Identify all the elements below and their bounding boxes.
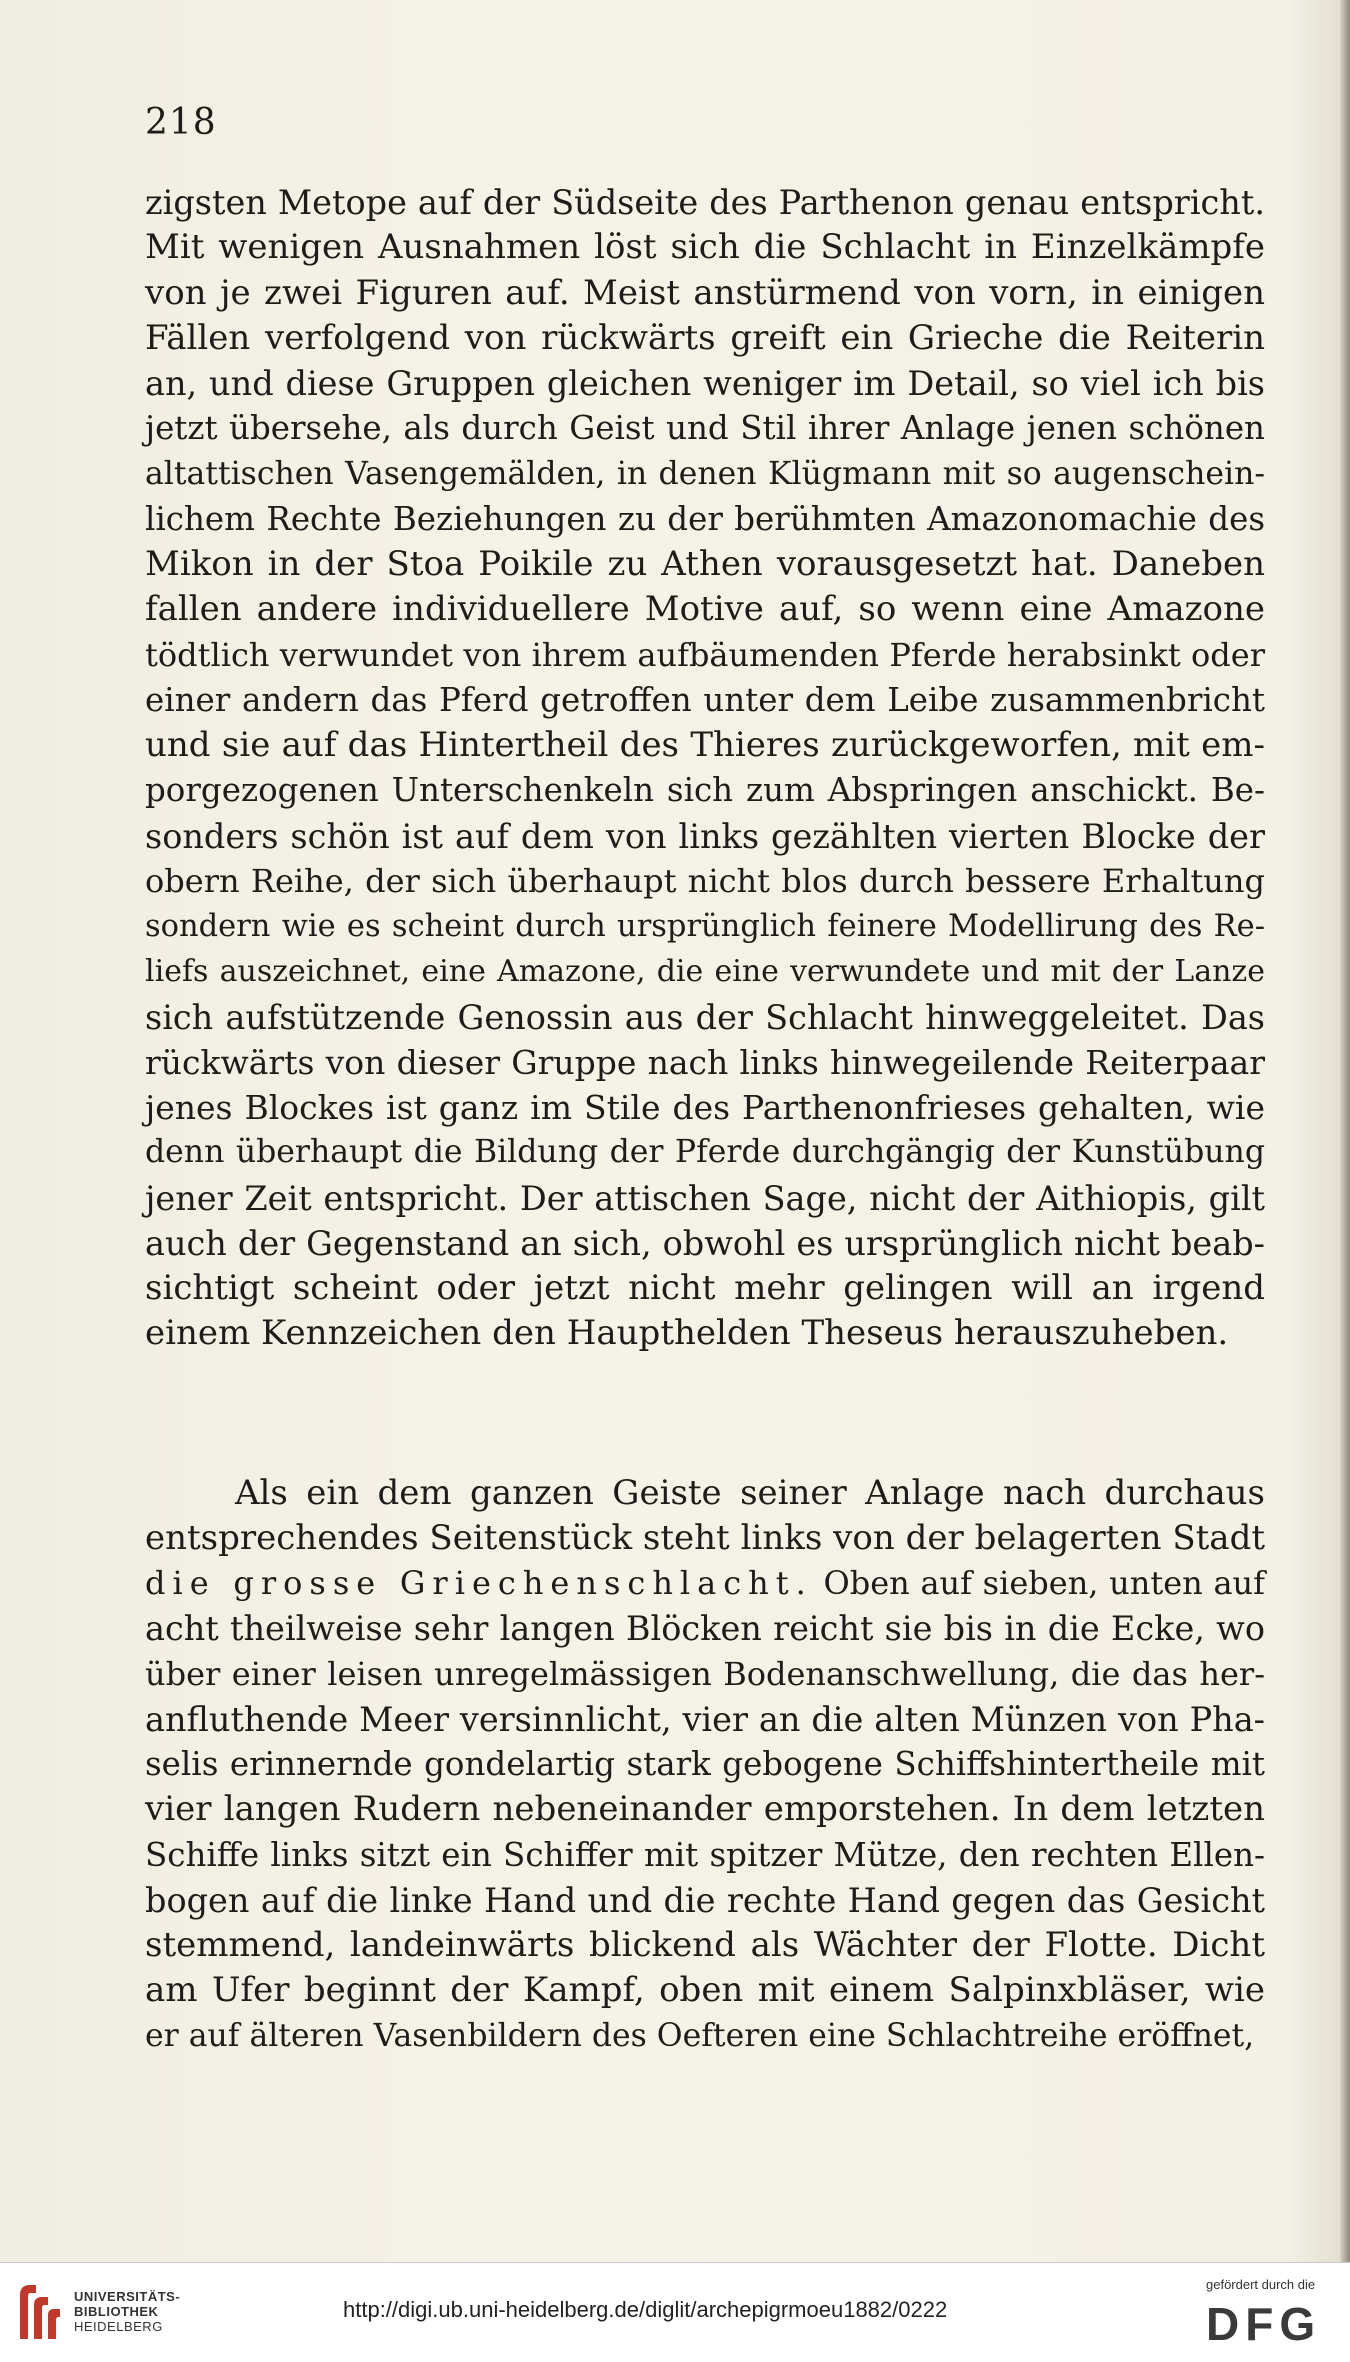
university-logo-icon [14,2281,62,2341]
paragraph-2 [145,1471,1265,2059]
text-line: am Ufer beginnt der Kampf, oben mit einem Salpinxbläser, wie [145,1970,1265,2011]
text-line: entsprechendes Seitenstück steht links von der belagerten Stadt [145,1517,1265,1558]
text-line: vier langen Rudern nebeneinander emporstehen. In dem letzten [145,1789,1265,1830]
text-line: lichem Rechte Beziehungen zu der berühmten Amazonomachie des [145,499,1265,538]
body-text [145,180,1265,2059]
text-line: sichtigt scheint oder jetzt nicht mehr gelingen will an irgend [145,1268,1265,1308]
text-line: an, und diese Gruppen gleichen weniger im Detail, so viel ich bis [145,364,1265,403]
text-line [145,1561,1265,1606]
text-line: und sie auf das Hintertheil des Thieres zurückgeworfen, mit em- [145,725,1265,765]
text-line: Mikon in der Stoa Poikile zu Athen vorausgesetzt hat. Daneben [145,544,1265,584]
dfg-logo: DFG [1206,2298,1322,2350]
text-line: selis erinnernde gondelartig stark gebogene Schiffshintertheile mit [145,1745,1265,1783]
paragraph-1 [145,180,1265,1357]
paragraph-gap [145,1357,1265,1471]
text-line: einer andern das Pferd getroffen unter dem Leibe zusammenbricht [145,680,1265,719]
text-line: Fällen verfolgend von rückwärts greift ein Grieche die Reiterin [145,317,1265,358]
text-line: anfluthende Meer versinnlicht, vier an die alten Münzen von Pha- [145,1699,1265,1739]
text-line: denn überhaupt die Bildung der Pferde durchgängig der Kunstübung [145,1134,1265,1171]
text-line: sich aufstützende Genossin aus der Schlacht hinweggeleitet. Das [145,997,1265,1037]
text-line: auch der Gegenstand an sich, obwohl es ursprünglich nicht beab- [145,1223,1265,1263]
text-line: Schiffe links sitzt ein Schiffer mit spitzer Mütze, den rechten Ellen- [145,1835,1265,1874]
source-url-link[interactable]: http://digi.ub.uni-heidelberg.de/diglit/archepigrmoeu1882/0222 [343,2297,948,2322]
text-line: über einer leisen unregelmässigen Bodenanschwellung, die das her- [145,1654,1265,1693]
text-line: sondern wie es scheint durch ursprünglich feinere Modellirung des Re- [145,909,1265,944]
text-line: einem Kennzeichen den Haupthelden Theseus herauszuheben. [145,1313,1229,1354]
text-line: jener Zeit entspricht. Der attischen Sage, nicht der Aithiopis, gilt [145,1178,1265,1218]
text-line: porgezogenen Unterschenkeln sich zum Abspringen anschickt. Be- [145,771,1265,810]
text-line: tödtlich verwundet von ihrem aufbäumenden Pferde herabsinkt oder [145,635,1265,674]
library-name: UNIVERSITÄTS- BIBLIOTHEK HEIDELBERG [74,2289,181,2334]
page-edge [1340,0,1350,2262]
text-line: sonders schön ist auf dem von links gezählten vierten Blocke der [145,816,1265,856]
text-line: bogen auf die linke Hand und die rechte Hand gegen das Gesicht [145,1880,1265,1920]
text-line: von je zwei Figuren auf. Meist anstürmend von vorn, in einigen [145,272,1265,313]
text-line: Mit wenigen Ausnahmen löst sich die Schlacht in Einzelkämpfe [145,227,1265,268]
text-line: jenes Blockes ist ganz im Stile des Parthenonfrieses gehalten, wie [145,1088,1265,1127]
text-line: er auf älteren Vasenbildern des Oefteren eine Schlachtreihe eröffnet, [145,2017,1255,2054]
text-line: stemmend, landeinwärts blickend als Wächter der Flotte. Dicht [145,1925,1265,1965]
text-line: Als ein dem ganzen Geiste seiner Anlage nach durchaus [235,1472,1265,1513]
text-line: obern Reihe, der sich überhaupt nicht blos durch bessere Erhaltung [145,861,1265,900]
text-line: liefs auszeichnet, eine Amazone, die eine verwundete und mit der Lanze [145,954,1265,990]
page-number: 218 [145,102,217,143]
spaced-emphasis: die grosse Griechenschlacht. [145,1564,813,1602]
text-line: acht theilweise sehr langen Blöcken reicht sie bis in die Ecke, wo [145,1609,1265,1649]
footer-bar [0,2262,1350,2362]
text-line: altattischen Vasengemälden, in denen Klügmann mit so augenschein- [145,455,1265,492]
text-line: fallen andere individuellere Motive auf, so wenn eine Amazone [145,589,1265,630]
funded-by-label: gefördert durch die [1206,2277,1316,2292]
text-line: zigsten Metope auf der Südseite des Parthenon genau entspricht. [145,183,1265,222]
text-fragment: Oben auf sieben, unten auf [812,1564,1266,1602]
text-line: jetzt übersehe, als durch Geist und Stil ihrer Anlage jenen schönen [145,409,1265,448]
text-line: rückwärts von dieser Gruppe nach links hinwegeilende Reiterpaar [145,1042,1265,1082]
